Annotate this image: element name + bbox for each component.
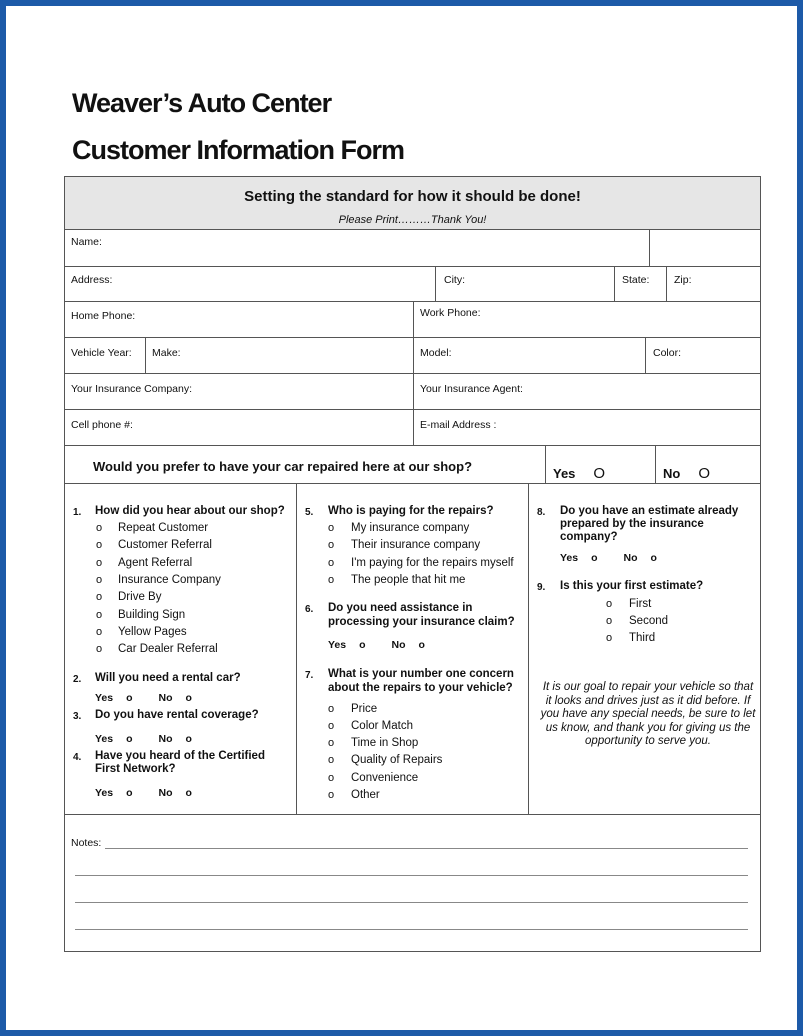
notes-label: Notes: (71, 837, 102, 849)
checkbox-circle-icon[interactable]: o (606, 615, 613, 627)
home-phone-field[interactable]: Home Phone: (71, 310, 136, 322)
checkbox-circle-icon[interactable]: o (96, 643, 103, 655)
checkbox-circle-icon[interactable]: o (606, 598, 613, 610)
checkbox-circle-icon[interactable]: o (328, 789, 335, 801)
list-item: Second (629, 615, 669, 627)
checkbox-circle-icon[interactable]: o (328, 720, 335, 732)
question-8-line3: company? (560, 531, 618, 543)
list-item: Repeat Customer (118, 522, 209, 534)
goal-statement: It is our goal to repair your vehicle so that it looks and drives just as it did before. If you have any special needs, be sure to let us know, and thank you for giving us the opportunity to serve you. (540, 681, 756, 748)
checkbox-circle-icon[interactable]: o (328, 737, 335, 749)
form-page (6, 6, 797, 1030)
notes-line[interactable] (75, 902, 748, 903)
yes-no-choice[interactable]: Yes o No o (328, 639, 425, 651)
list-item: Building Sign (118, 609, 186, 621)
list-item: Agent Referral (118, 557, 193, 569)
question-7-line2: about the repairs to your vehicle? (328, 682, 513, 694)
model-field[interactable]: Model: (420, 347, 452, 359)
checkbox-circle-icon[interactable]: o (328, 539, 335, 551)
email-field[interactable]: E-mail Address : (420, 419, 497, 431)
list-item: Their insurance company (351, 539, 481, 551)
list-item: Third (629, 632, 656, 644)
checkbox-circle-icon[interactable]: o (328, 522, 335, 534)
checkbox-circle-icon[interactable]: o (96, 557, 103, 569)
checkbox-circle-icon[interactable]: o (328, 772, 335, 784)
radio-circle-icon[interactable]: O (698, 465, 711, 482)
insurance-company-field[interactable]: Your Insurance Company: (71, 383, 193, 395)
list-item: Yellow Pages (118, 626, 187, 638)
question-number: 4. (73, 752, 82, 763)
question-number: 7. (305, 670, 314, 681)
list-item: The people that hit me (351, 574, 466, 586)
list-item: Convenience (351, 772, 419, 784)
zip-field[interactable]: Zip: (674, 274, 692, 286)
checkbox-circle-icon[interactable]: o (96, 539, 103, 551)
company-name: Weaver’s Auto Center (72, 88, 332, 118)
list-item: Other (351, 789, 380, 801)
question-4-line1: Have you heard of the Certified (95, 750, 265, 762)
list-item: Color Match (351, 720, 413, 732)
form-title: Customer Information Form (72, 135, 405, 165)
banner-slogan: Setting the standard for how it should be done! (244, 188, 581, 205)
question-number: 8. (537, 507, 546, 518)
radio-circle-icon[interactable]: O (593, 465, 606, 482)
question-number: 5. (305, 507, 314, 518)
form-box (64, 176, 761, 952)
question-2: Will you need a rental car? (95, 672, 241, 684)
repair-preference-question: Would you prefer to have your car repaired here at our shop? (93, 459, 473, 474)
question-1: How did you hear about our shop? (95, 505, 285, 517)
question-5: Who is paying for the repairs? (328, 505, 494, 517)
checkbox-circle-icon[interactable]: o (328, 754, 335, 766)
list-item: I'm paying for the repairs myself (351, 557, 514, 569)
yes-no-choice[interactable]: Yes o No o (95, 692, 192, 704)
yes-no-choice[interactable]: Yes o No o (95, 787, 192, 799)
no-label: No (663, 466, 681, 481)
list-item: Quality of Repairs (351, 754, 443, 766)
yes-no-choice[interactable]: Yes o No o (95, 733, 192, 745)
question-8-line1: Do you have an estimate already (560, 505, 739, 517)
address-field[interactable]: Address: (71, 274, 113, 286)
question-number: 1. (73, 507, 82, 518)
checkbox-circle-icon[interactable]: o (96, 591, 103, 603)
notes-line[interactable] (105, 848, 748, 849)
checkbox-circle-icon[interactable]: o (328, 703, 335, 715)
insurance-agent-field[interactable]: Your Insurance Agent: (420, 383, 523, 395)
preference-yes-option[interactable] (553, 465, 605, 482)
question-9: Is this your first estimate? (560, 580, 704, 592)
make-field[interactable]: Make: (152, 347, 181, 359)
question-number: 6. (305, 604, 314, 615)
question-number: 9. (537, 582, 546, 593)
list-item: My insurance company (351, 522, 470, 534)
yes-label: Yes (553, 466, 576, 481)
list-item: First (629, 598, 652, 610)
checkbox-circle-icon[interactable]: o (96, 626, 103, 638)
list-item: Car Dealer Referral (118, 643, 218, 655)
question-number: 3. (73, 711, 82, 722)
work-phone-field[interactable]: Work Phone: (420, 307, 481, 319)
vehicle-year-field[interactable]: Vehicle Year: (71, 347, 132, 359)
question-number: 2. (73, 674, 82, 685)
question-4-line2: First Network? (95, 763, 176, 775)
cell-phone-field[interactable]: Cell phone #: (71, 419, 133, 431)
list-item: Insurance Company (118, 574, 221, 586)
question-7-line1: What is your number one concern (328, 668, 514, 680)
list-item: Customer Referral (118, 539, 212, 551)
question-6-line2: processing your insurance claim? (328, 616, 515, 628)
checkbox-circle-icon[interactable]: o (96, 574, 103, 586)
name-field[interactable]: Name: (71, 236, 102, 248)
question-3: Do you have rental coverage? (95, 709, 259, 721)
city-field[interactable]: City: (444, 274, 465, 286)
list-item: Drive By (118, 591, 162, 603)
checkbox-circle-icon[interactable]: o (328, 557, 335, 569)
question-6-line1: Do you need assistance in (328, 602, 473, 614)
preference-no-option[interactable] (663, 465, 710, 482)
list-item: Time in Shop (351, 737, 419, 749)
checkbox-circle-icon[interactable]: o (96, 609, 103, 621)
notes-line[interactable] (75, 875, 748, 876)
list-item: Price (351, 703, 378, 715)
checkbox-circle-icon[interactable]: o (606, 632, 613, 644)
color-field[interactable]: Color: (653, 347, 682, 359)
state-field[interactable]: State: (622, 274, 650, 286)
notes-line[interactable] (75, 929, 748, 930)
question-8-line2: prepared by the insurance (560, 518, 704, 530)
checkbox-circle-icon[interactable]: o (96, 522, 103, 534)
yes-no-choice[interactable]: Yes o No o (560, 552, 657, 564)
banner-instruction: Please Print………Thank You! (338, 214, 487, 226)
checkbox-circle-icon[interactable]: o (328, 574, 335, 586)
